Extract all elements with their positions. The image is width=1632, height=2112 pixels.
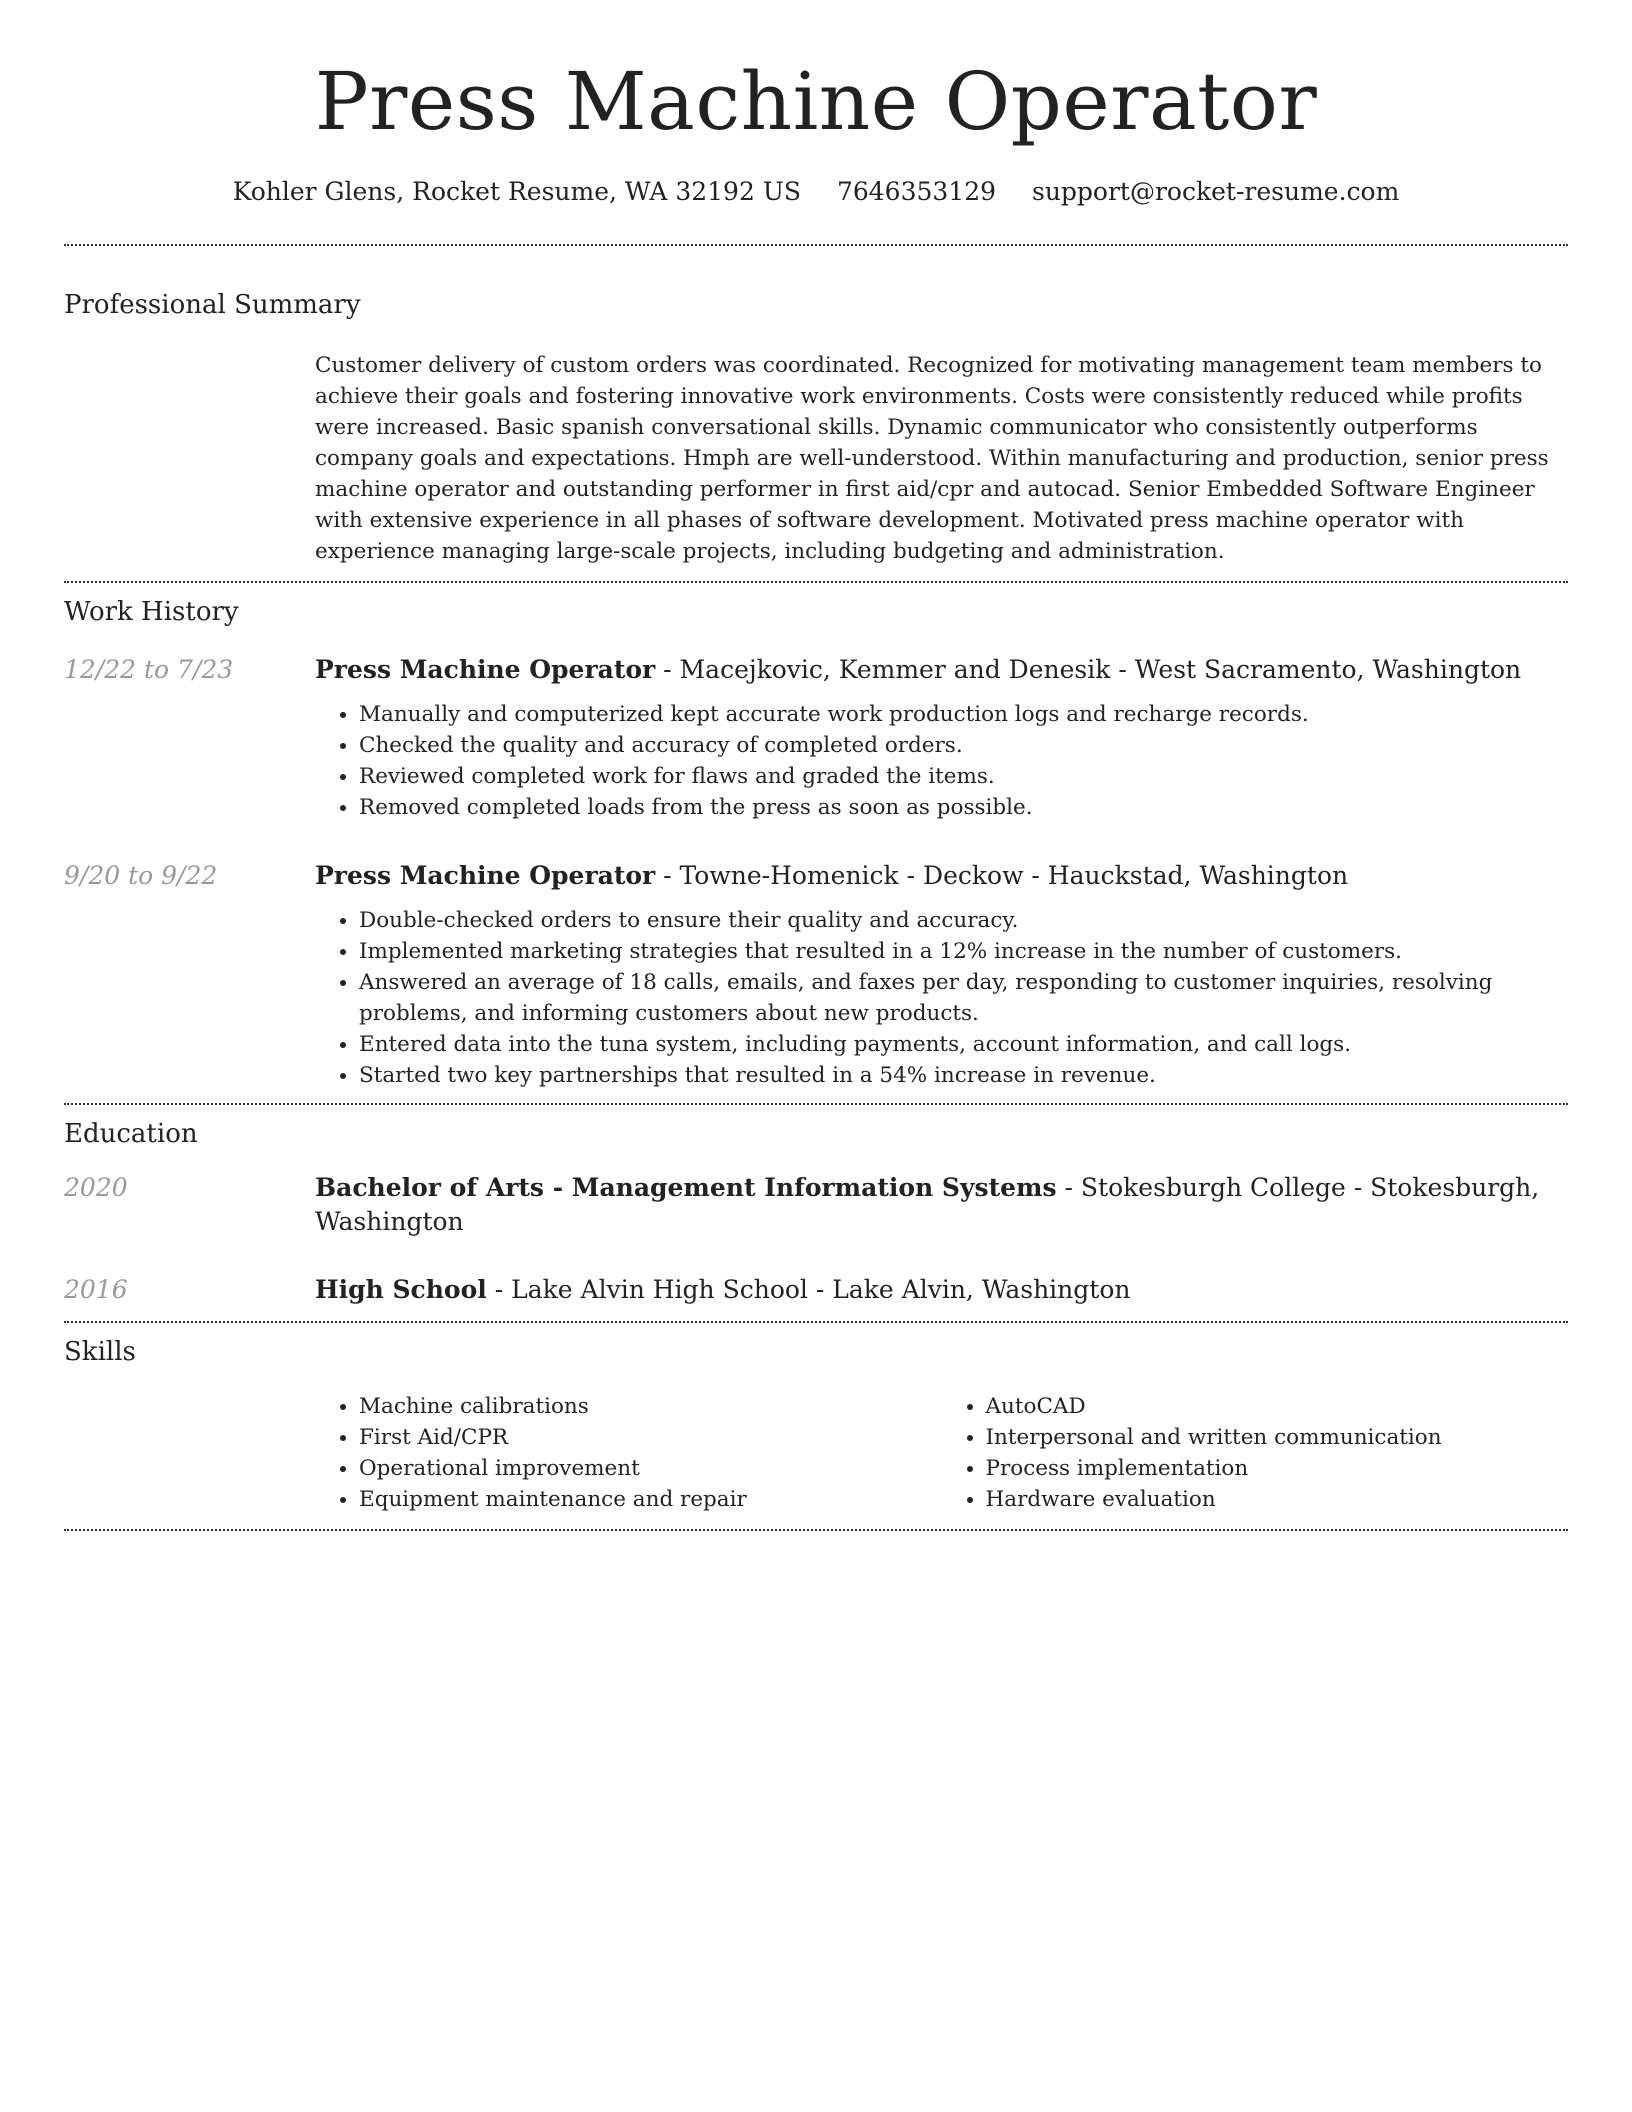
education-year: 2020 <box>64 1173 128 1202</box>
skill-item: • Hardware evaluation <box>986 1484 1569 1515</box>
education-section <box>64 1117 1568 1307</box>
list-item: • Started two key partnerships that resulted in a 54% increase in revenue. <box>359 1060 1568 1091</box>
work-history-section <box>64 595 1568 1091</box>
summary-text: Customer delivery of custom orders was coordinated. Recognized for motivating management team members to achieve their goals and fostering innovative work environments. Costs were consistently reduced while profits were increased. Basic spanish conversational skills. Dynamic communicator who consistently outperforms company goals and expectations. Hmph are well-understood. Within manufacturing and production, senior press machine operator and outstanding performer in first aid/cpr and autocad. Senior Embedded Software Engineer with extensive experience in all phases of software development. Motivated press machine operator with experience managing large-scale projects, including budgeting and administration. <box>315 353 1549 564</box>
skill-item: • Machine calibrations <box>359 1391 942 1422</box>
education-entry <box>64 1273 1568 1307</box>
education-heading <box>315 1273 1568 1307</box>
list-item: • Implemented marketing strategies that resulted in a 12% increase in the number of customers. <box>359 936 1568 967</box>
list-item: • Checked the quality and accuracy of completed orders. <box>359 730 1568 761</box>
education-body <box>315 1273 1568 1307</box>
education-year: 2016 <box>64 1275 128 1304</box>
education-degree: Bachelor of Arts - Management Information Systems <box>315 1173 1057 1202</box>
job-details: - Towne-Homenick - Deckow - Hauckstad, Washington <box>655 861 1349 890</box>
contact-line <box>64 176 1568 208</box>
skill-item: • Process implementation <box>986 1453 1569 1484</box>
job-dates: 9/20 to 9/22 <box>64 861 218 890</box>
skill-item: • First Aid/CPR <box>359 1422 942 1453</box>
list-item: • Answered an average of 18 calls, emails, and faxes per day, responding to customer inquiries, resolving problems, and informing customers about new products. <box>359 967 1568 1029</box>
job-dates: 12/22 to 7/23 <box>64 655 234 684</box>
job-bullets <box>315 905 1568 1091</box>
skills-divider <box>64 1529 1568 1531</box>
contact-email: support@rocket-resume.com <box>1031 177 1400 206</box>
job-heading <box>315 859 1568 893</box>
job-details: - Macejkovic, Kemmer and Denesik - West Sacramento, Washington <box>655 655 1522 684</box>
list-item: • Reviewed completed work for flaws and graded the items. <box>359 761 1568 792</box>
education-divider <box>64 1321 1568 1323</box>
job-body <box>315 653 1568 823</box>
education-details: - Lake Alvin High School - Lake Alvin, Washington <box>486 1275 1131 1304</box>
list-item: • Entered data into the tuna system, including payments, account information, and call logs. <box>359 1029 1568 1060</box>
education-heading <box>315 1171 1568 1239</box>
summary-section <box>64 288 1568 567</box>
education-entry <box>64 1171 1568 1239</box>
summary-title: Professional Summary <box>64 290 361 320</box>
contact-phone: 7646353129 <box>836 177 997 206</box>
skill-item: • AutoCAD <box>986 1391 1569 1422</box>
job-heading <box>315 653 1568 687</box>
list-item: • Manually and computerized kept accurate work production logs and recharge records. <box>359 699 1568 730</box>
work-divider <box>64 1103 1568 1105</box>
list-item: • Double-checked orders to ensure their quality and accuracy. <box>359 905 1568 936</box>
contact-address: Kohler Glens, Rocket Resume, WA 32192 US <box>232 177 802 206</box>
job-role: Press Machine Operator <box>315 655 656 684</box>
resume-header <box>64 0 1568 208</box>
job-body <box>315 859 1568 1091</box>
job-entry <box>64 653 1568 823</box>
skills-left-column <box>315 1391 942 1515</box>
header-divider <box>64 244 1568 246</box>
education-details: - Stokesburgh College - Stokesburgh, Washington <box>315 1173 1540 1236</box>
skills-grid <box>315 1391 1568 1515</box>
list-item: • Removed completed loads from the press as soon as possible. <box>359 792 1568 823</box>
education-degree: High School <box>315 1275 487 1304</box>
job-role: Press Machine Operator <box>315 861 656 890</box>
skills-right-column <box>942 1391 1569 1515</box>
summary-divider <box>64 581 1568 583</box>
job-bullets <box>315 699 1568 823</box>
education-body <box>315 1171 1568 1239</box>
resume-page <box>64 0 1568 1531</box>
work-history-title: Work History <box>64 597 239 627</box>
skill-item: • Operational improvement <box>359 1453 942 1484</box>
skills-section <box>64 1335 1568 1515</box>
candidate-name: Press Machine Operator <box>314 55 1318 148</box>
job-entry <box>64 859 1568 1091</box>
education-title: Education <box>64 1119 198 1149</box>
skills-title: Skills <box>64 1337 136 1367</box>
skill-item: • Interpersonal and written communication <box>986 1422 1569 1453</box>
skill-item: • Equipment maintenance and repair <box>359 1484 942 1515</box>
